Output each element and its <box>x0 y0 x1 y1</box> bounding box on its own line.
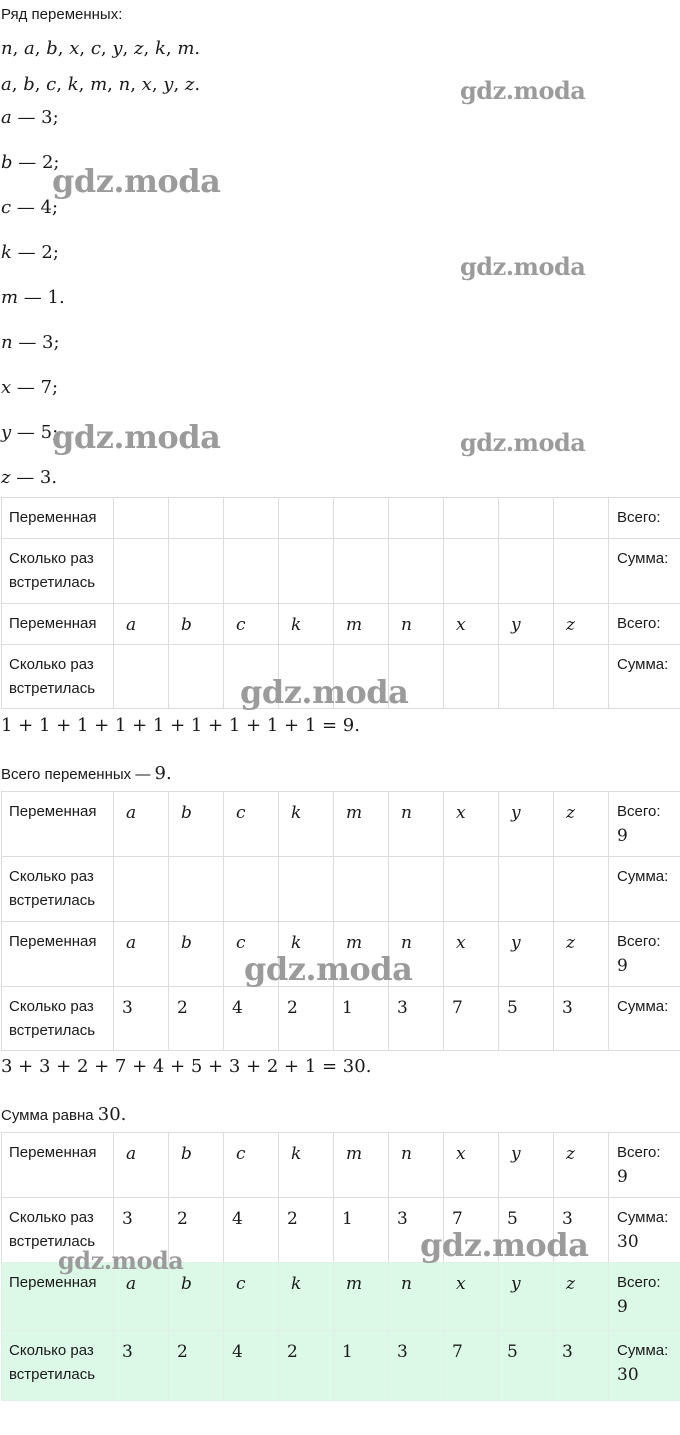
variable-cell: y <box>499 604 554 645</box>
variable-cell: z <box>554 1263 609 1331</box>
sequence-variable: k <box>154 38 166 59</box>
table-cell <box>224 539 279 604</box>
count-cell: 4 <box>224 1198 279 1263</box>
total-cell: Всего: <box>609 498 680 539</box>
count-cell: 7 <box>444 1198 499 1263</box>
table-cell <box>499 857 554 922</box>
sequence-variable: z <box>184 74 195 95</box>
variable-cell: y <box>499 922 554 987</box>
total-cell: Всего: 9 <box>609 1263 680 1331</box>
sequence-variable: c <box>46 74 57 95</box>
table-cell <box>224 498 279 539</box>
table-cell <box>554 539 609 604</box>
count-row <box>2 987 680 1051</box>
count-cell: 3 <box>389 1198 444 1263</box>
table-cell <box>554 857 609 922</box>
variable-row <box>2 604 680 645</box>
watermark-logo: gdz.moda <box>240 673 409 711</box>
variable-cell: y <box>499 792 554 857</box>
sum-cell: Сумма: <box>609 987 680 1051</box>
table-cell <box>169 857 224 922</box>
table-cell <box>334 645 389 709</box>
variable-sequence-sorted: a, b, c, k, m, n, x, y, z. <box>1 74 201 95</box>
variable-cell: m <box>334 604 389 645</box>
variable-cell: n <box>389 1263 444 1331</box>
total-cell: Всего: 9 <box>609 792 680 857</box>
title: Ряд переменных: <box>1 6 123 23</box>
count-cell: 2 <box>279 1198 334 1263</box>
table-cell <box>334 539 389 604</box>
sequence-variable: n <box>1 38 13 59</box>
variable-cell: z <box>554 792 609 857</box>
table-cell <box>279 857 334 922</box>
count-row <box>2 539 680 604</box>
count-cell: 4 <box>224 1331 279 1401</box>
table-cell <box>224 857 279 922</box>
sum-cell: Сумма: 30 <box>609 1198 680 1263</box>
variable-cell: a <box>114 1133 169 1198</box>
count-row <box>2 857 680 922</box>
row-label-count: Сколько раз встретилась <box>2 857 114 922</box>
row-label-variable: Переменная <box>2 1263 114 1331</box>
sum-cell: Сумма: 30 <box>609 1331 680 1401</box>
count-cell: 2 <box>169 1198 224 1263</box>
variable-cell: x <box>444 1263 499 1331</box>
row-label-count: Сколько раз встретилась <box>2 539 114 604</box>
sequence-variable: a <box>24 38 35 59</box>
count-row <box>2 645 680 709</box>
count-cell: 2 <box>279 1331 334 1401</box>
count-cell: 3 <box>554 987 609 1051</box>
sequence-variable: c <box>90 38 101 59</box>
count-cell: 3 <box>114 987 169 1051</box>
variable-cell: n <box>389 922 444 987</box>
sequence-variable: m <box>177 38 195 59</box>
table-with-counts <box>1 791 680 1051</box>
count-cell: 3 <box>389 1331 444 1401</box>
table-cell <box>114 645 169 709</box>
variable-cell: m <box>334 1263 389 1331</box>
variable-count-line: z — 3. <box>1 467 58 488</box>
variable-cell: z <box>554 922 609 987</box>
count-cell: 3 <box>114 1331 169 1401</box>
row-label-variable: Переменная <box>2 604 114 645</box>
table-cell <box>389 857 444 922</box>
table-cell <box>554 645 609 709</box>
sequence-variable: z <box>134 38 144 59</box>
count-cell: 5 <box>499 1198 554 1263</box>
count-cell: 1 <box>334 1331 389 1401</box>
variable-cell: x <box>444 1133 499 1198</box>
count-cell: 4 <box>224 987 279 1051</box>
table-cell <box>499 498 554 539</box>
table-cell <box>389 645 444 709</box>
variable-cell: a <box>114 922 169 987</box>
sum-text: Сумма равна 30. <box>1 1104 127 1125</box>
count-cell: 3 <box>554 1331 609 1401</box>
table-cell <box>444 539 499 604</box>
variable-cell: a <box>114 1263 169 1331</box>
row-label-variable: Переменная <box>2 1133 114 1198</box>
variable-cell: y <box>499 1133 554 1198</box>
table-cell <box>224 645 279 709</box>
variable-count-line: c — 4; <box>1 197 59 218</box>
count-cell: 3 <box>389 987 444 1051</box>
variable-cell: m <box>334 1133 389 1198</box>
sequence-variable: b <box>46 38 58 59</box>
variable-cell: n <box>389 1133 444 1198</box>
table-cell <box>114 539 169 604</box>
variable-cell: k <box>279 922 334 987</box>
variable-row <box>2 498 680 539</box>
table-cell <box>169 498 224 539</box>
variable-row <box>2 922 680 987</box>
variable-cell: k <box>279 792 334 857</box>
table-cell <box>389 539 444 604</box>
variable-cell: c <box>224 792 279 857</box>
sequence-variable: x <box>69 38 80 59</box>
variable-sequence-original: n, a, b, x, c, y, z, k, m. <box>1 38 201 59</box>
variable-cell: x <box>444 922 499 987</box>
count-cell: 1 <box>334 987 389 1051</box>
sequence-variable: y <box>112 38 123 59</box>
variable-row <box>2 1263 680 1331</box>
row-label-count: Сколько раз встретилась <box>2 645 114 709</box>
table-cell <box>444 857 499 922</box>
table-cell <box>554 498 609 539</box>
variable-cell: b <box>169 604 224 645</box>
table-cell <box>114 857 169 922</box>
variable-cell: n <box>389 792 444 857</box>
table-cell <box>444 645 499 709</box>
row-label-variable: Переменная <box>2 922 114 987</box>
sequence-variable: a <box>1 74 12 95</box>
sequence-variable: m <box>90 74 108 95</box>
variable-cell: b <box>169 1133 224 1198</box>
total-cell: Всего: 9 <box>609 1133 680 1198</box>
watermark-logo: gdz.moda <box>58 1246 184 1275</box>
total-cell: Всего: 9 <box>609 922 680 987</box>
count-row <box>2 1331 680 1401</box>
watermark-logo: gdz.moda <box>460 76 586 105</box>
variable-cell: a <box>114 604 169 645</box>
sequence-variable: x <box>141 74 152 95</box>
sum-cell: Сумма: <box>609 645 680 709</box>
variable-cell: b <box>169 922 224 987</box>
count-cell: 2 <box>169 1331 224 1401</box>
table-cell <box>279 539 334 604</box>
sum-cell: Сумма: <box>609 857 680 922</box>
count-row <box>2 1198 680 1263</box>
variable-cell: z <box>554 1133 609 1198</box>
table-cell <box>169 539 224 604</box>
table-empty <box>1 497 680 709</box>
variable-count-line: a — 3; <box>1 107 59 128</box>
table-cell <box>279 645 334 709</box>
watermark-logo: gdz.moda <box>460 252 586 281</box>
table-cell <box>334 498 389 539</box>
variable-cell: a <box>114 792 169 857</box>
count-cell: 2 <box>279 987 334 1051</box>
table-complete <box>1 1132 680 1263</box>
count-cell: 5 <box>499 1331 554 1401</box>
count-cell: 5 <box>499 987 554 1051</box>
sum-cell: Сумма: <box>609 539 680 604</box>
variable-count-line: m — 1. <box>1 287 65 308</box>
variable-cell: c <box>224 922 279 987</box>
variable-cell: c <box>224 604 279 645</box>
watermark-logo: gdz.moda <box>52 162 221 200</box>
variable-count-line: y — 5; <box>1 422 59 443</box>
count-cell: 3 <box>554 1198 609 1263</box>
sequence-variable: n <box>118 74 131 95</box>
variable-cell: m <box>334 922 389 987</box>
variable-row <box>2 1133 680 1198</box>
variable-cell: n <box>389 604 444 645</box>
total-variables-text: Всего переменных — 9. <box>1 763 172 784</box>
variable-cell: c <box>224 1263 279 1331</box>
table-cell <box>389 498 444 539</box>
count-cell: 3 <box>114 1198 169 1263</box>
table-cell <box>334 857 389 922</box>
variable-cell: b <box>169 1263 224 1331</box>
table-cell <box>444 498 499 539</box>
variable-count-line: k — 2; <box>1 242 59 263</box>
count-cell: 7 <box>444 1331 499 1401</box>
row-label-variable: Переменная <box>2 498 114 539</box>
variable-cell: c <box>224 1133 279 1198</box>
variable-row <box>2 792 680 857</box>
count-cell: 1 <box>334 1198 389 1263</box>
variable-cell: x <box>444 792 499 857</box>
table-cell <box>499 645 554 709</box>
row-label-variable: Переменная <box>2 792 114 857</box>
table-cell <box>169 645 224 709</box>
variable-cell: z <box>554 604 609 645</box>
count-cell: 2 <box>169 987 224 1051</box>
variable-cell: x <box>444 604 499 645</box>
count-cell: 7 <box>444 987 499 1051</box>
table-cell <box>499 539 554 604</box>
table-cell <box>279 498 334 539</box>
variable-cell: k <box>279 604 334 645</box>
variable-count-line: x — 7; <box>1 377 59 398</box>
variable-cell: k <box>279 1133 334 1198</box>
watermark-logo: gdz.moda <box>244 950 413 988</box>
sequence-variable: y <box>163 74 174 95</box>
watermark-logo: gdz.moda <box>460 428 586 457</box>
variable-cell: y <box>499 1263 554 1331</box>
variable-cell: b <box>169 792 224 857</box>
total-cell: Всего: <box>609 604 680 645</box>
watermark-logo: gdz.moda <box>420 1226 589 1264</box>
equation-count-total: 1 + 1 + 1 + 1 + 1 + 1 + 1 + 1 + 1 = 9. <box>1 715 360 736</box>
row-label-count: Сколько раз встретилась <box>2 987 114 1051</box>
sequence-variable: k <box>67 74 79 95</box>
table-answer-highlighted <box>1 1262 680 1401</box>
row-label-count: Сколько раз встретилась <box>2 1331 114 1401</box>
table-cell <box>114 498 169 539</box>
equation-sum: 3 + 3 + 2 + 7 + 4 + 5 + 3 + 2 + 1 = 30. <box>1 1056 372 1077</box>
variable-count-line: n — 3; <box>1 332 60 353</box>
watermark-logo: gdz.moda <box>52 418 221 456</box>
variable-cell: k <box>279 1263 334 1331</box>
sequence-variable: b <box>23 74 35 95</box>
row-label-count: Сколько раз встретилась <box>2 1198 114 1263</box>
variable-cell: m <box>334 792 389 857</box>
variable-count-line: b — 2; <box>1 152 60 173</box>
